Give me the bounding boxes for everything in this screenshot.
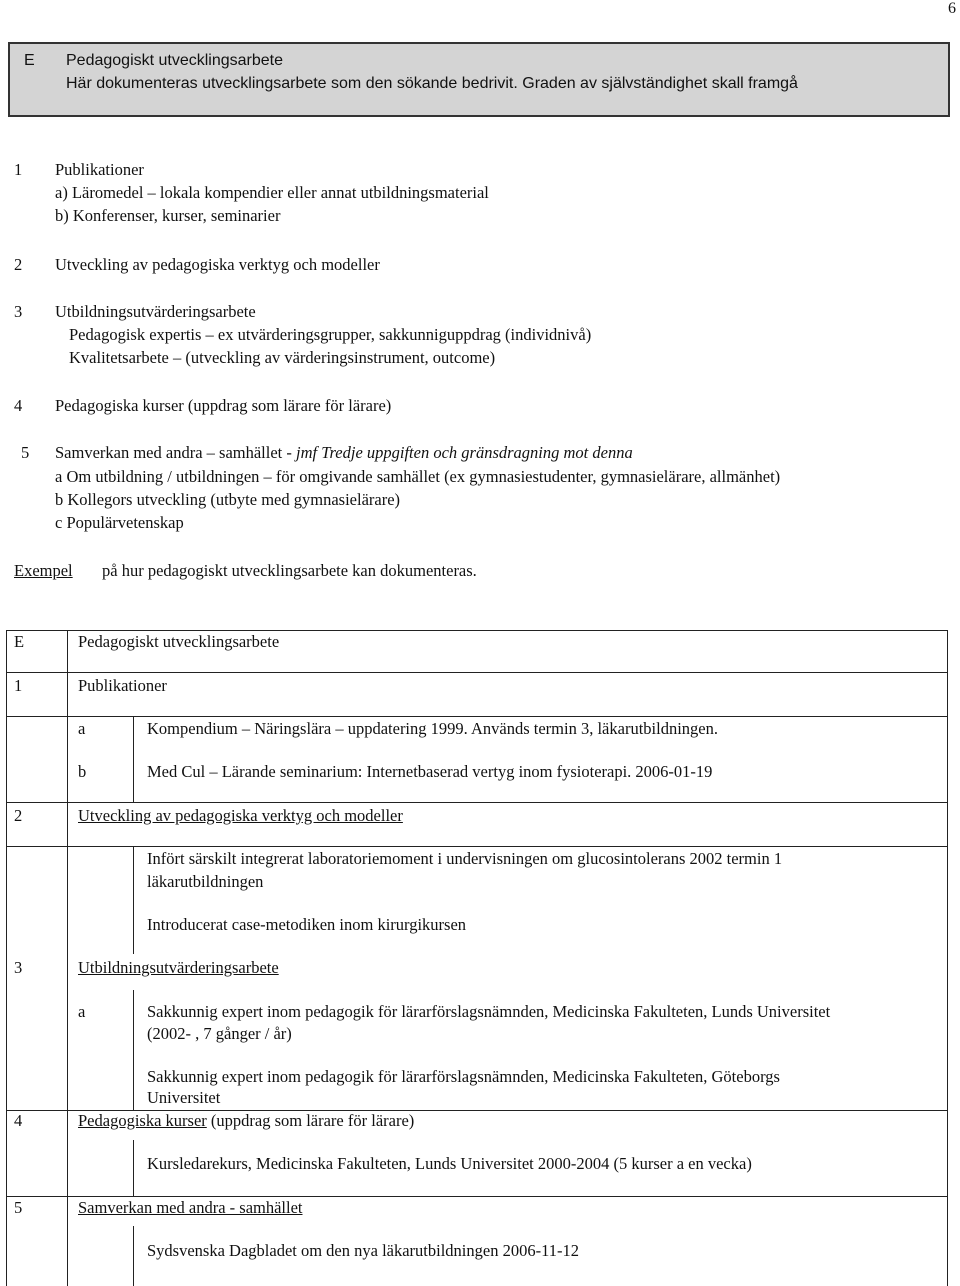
table-border xyxy=(133,1140,134,1196)
table-row-3b-line2: Universitet xyxy=(147,1088,221,1107)
section-header-box xyxy=(8,42,950,117)
table-row-3a-line1: Sakkunnig expert inom pedagogik för lärarförslagsnämnden, Medicinska Fakulteten, Lunds Universitet xyxy=(147,1002,831,1021)
table-row-3a-line2: (2002- , 7 gånger / år) xyxy=(147,1024,292,1043)
example-label: Exempel xyxy=(14,561,73,580)
table-border xyxy=(6,672,948,673)
outline-item-5c: c Populärvetenskap xyxy=(55,513,184,532)
outline-item-5b: b Kollegors utveckling (utbyte med gymnasielärare) xyxy=(55,490,401,509)
section-title: Pedagogiskt utvecklingsarbete xyxy=(66,52,284,69)
table-border xyxy=(133,1226,134,1286)
table-row-2-num: 2 xyxy=(14,806,23,825)
page-number: 6 xyxy=(948,0,956,17)
table-row-3-title: Utbildningsutvärderingsarbete xyxy=(78,958,279,977)
outline-title-5: Samverkan med andra – samhället - jmf Tredje uppgiften och gränsdragning mot denna xyxy=(55,443,633,462)
table-row-4-num: 4 xyxy=(14,1111,23,1130)
outline-item-1b: b) Konferenser, kurser, seminarier xyxy=(55,206,281,225)
outline-item-5a: a Om utbildning / utbildningen – för omgivande samhället (ex gymnasiestudenter, gymnasielärare, allmänhet) xyxy=(55,467,781,486)
outline-title-1: Publikationer xyxy=(55,160,144,179)
table-border xyxy=(6,1196,948,1197)
table-row-1-title: Publikationer xyxy=(78,676,167,695)
table-row-1-num: 1 xyxy=(14,676,23,695)
table-row-3b-line1: Sakkunnig expert inom pedagogik för lärarförslagsnämnden, Medicinska Fakulteten, Göteborgs xyxy=(147,1067,780,1086)
outline-title-3: Utbildningsutvärderingsarbete xyxy=(55,302,256,321)
table-row-e-title: Pedagogiskt utvecklingsarbete xyxy=(78,632,280,651)
table-row-1b-letter: b xyxy=(78,762,87,781)
example-text: på hur pedagogiskt utvecklingsarbete kan dokumenteras. xyxy=(102,561,477,580)
outline-num-5: 5 xyxy=(21,443,30,462)
table-row-2a-line1: Infört särskilt integrerat laboratoriemoment i undervisningen om glucosintolerans 2002 termin 1 xyxy=(147,849,783,868)
table-row-2-title: Utveckling av pedagogiska verktyg och modeller xyxy=(78,806,403,825)
table-border xyxy=(133,846,134,954)
table-row-1a-letter: a xyxy=(78,719,86,738)
table-row-3-num: 3 xyxy=(14,958,23,977)
table-row-1a-text: Kompendium – Näringslära – uppdatering 1999. Används termin 3, läkarutbildningen. xyxy=(147,719,718,738)
table-row-5-title: Samverkan med andra - samhället xyxy=(78,1198,303,1217)
outline-title-2: Utveckling av pedagogiska verktyg och modeller xyxy=(55,255,380,274)
table-border xyxy=(947,630,948,1286)
outline-num-1: 1 xyxy=(14,160,23,179)
outline-item-3-2: Kvalitetsarbete – (utveckling av värderingsinstrument, outcome) xyxy=(69,348,496,367)
table-row-5a-text: Sydsvenska Dagbladet om den nya läkarutbildningen 2006-11-12 xyxy=(147,1241,579,1260)
table-row-4-title: Pedagogiska kurser (uppdrag som lärare för lärare) xyxy=(78,1111,415,1130)
table-border xyxy=(133,990,134,1110)
outline-num-2: 2 xyxy=(14,255,23,274)
outline-title-4: Pedagogiska kurser (uppdrag som lärare för lärare) xyxy=(55,396,392,415)
table-border xyxy=(6,846,948,847)
table-row-2a-line2: läkarutbildningen xyxy=(147,872,264,891)
section-letter: E xyxy=(24,52,35,69)
table-border xyxy=(6,630,7,1286)
table-row-4a-text: Kursledarekurs, Medicinska Fakulteten, Lunds Universitet 2000-2004 (5 kurser a en vecka) xyxy=(147,1154,752,1173)
table-border xyxy=(6,716,948,717)
table-row-2b-text: Introducerat case-metodiken inom kirurgikursen xyxy=(147,915,467,934)
section-description: Här dokumenteras utvecklingsarbete som den sökande bedrivit. Graden av självständighet skall framgå xyxy=(66,75,798,92)
outline-item-3-1: Pedagogisk expertis – ex utvärderingsgrupper, sakkunniguppdrag (individnivå) xyxy=(69,325,592,344)
table-row-3a-letter: a xyxy=(78,1002,86,1021)
table-row-5-num: 5 xyxy=(14,1198,23,1217)
table-border xyxy=(6,802,948,803)
table-border xyxy=(6,630,948,631)
outline-num-4: 4 xyxy=(14,396,23,415)
outline-num-3: 3 xyxy=(14,302,23,321)
table-border xyxy=(67,630,68,1286)
outline-item-1a: a) Läromedel – lokala kompendier eller annat utbildningsmaterial xyxy=(55,183,489,202)
table-row-1b-text: Med Cul – Lärande seminarium: Internetbaserad vertyg inom fysioterapi. 2006-01-19 xyxy=(147,762,713,781)
table-border xyxy=(133,716,134,802)
outline-title-5-note: jmf Tredje uppgiften och gränsdragning mot denna xyxy=(296,443,633,462)
table-row-e-num: E xyxy=(14,632,25,651)
